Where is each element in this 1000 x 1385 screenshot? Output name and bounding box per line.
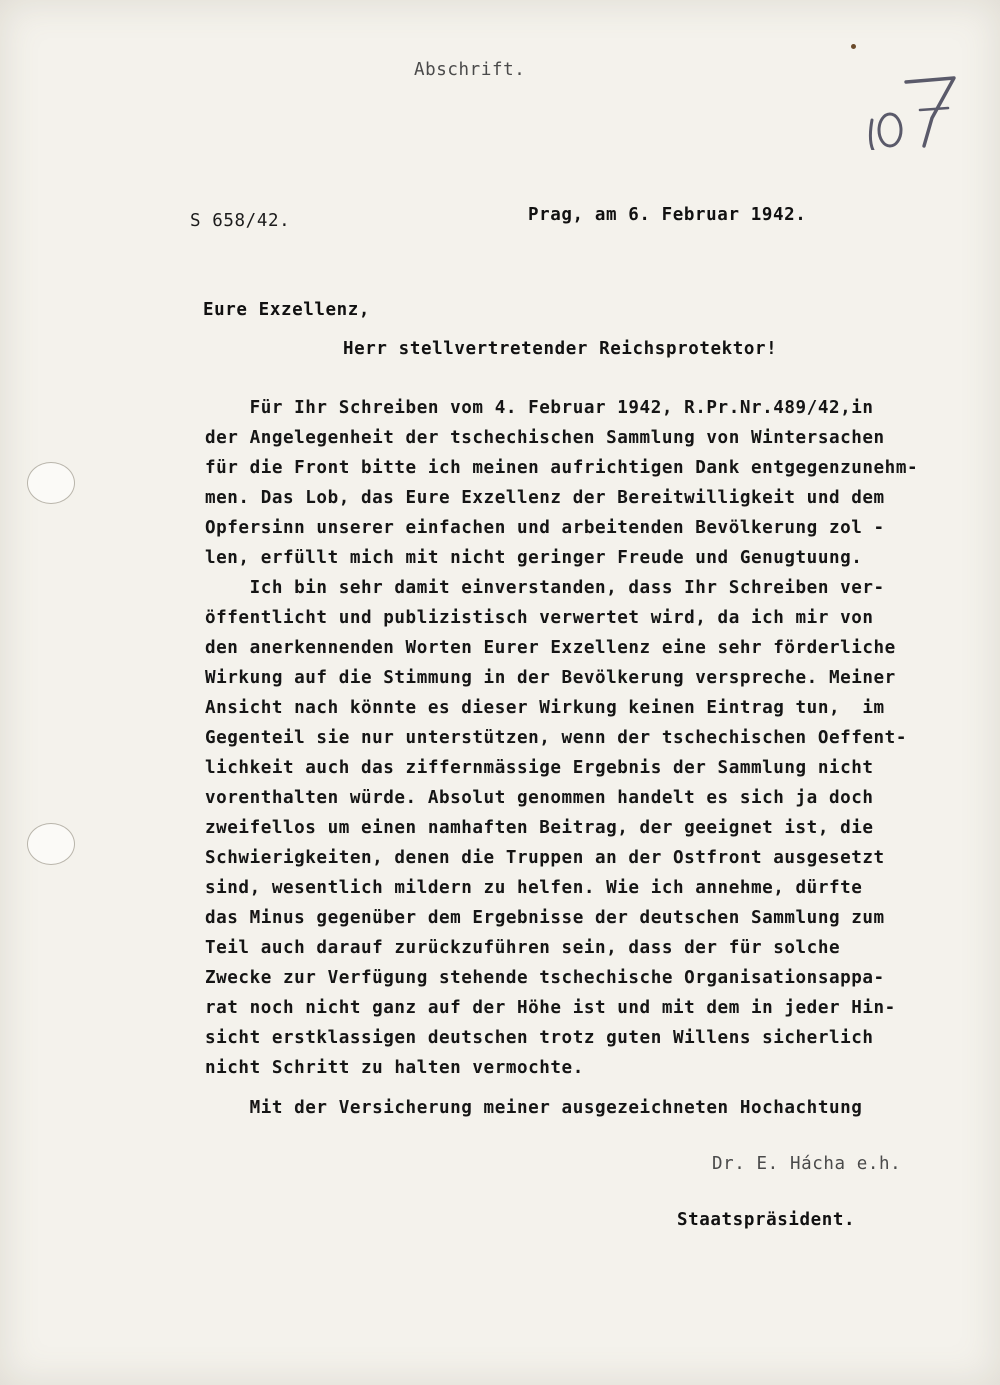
body-line: sind, wesentlich mildern zu helfen. Wie ich annehme, dürfte bbox=[205, 878, 863, 898]
body-line: Teil auch darauf zurückzuführen sein, dass der für solche bbox=[205, 938, 841, 958]
salutation-line-1: Eure Exzellenz, bbox=[203, 300, 371, 320]
body-line: Zwecke zur Verfügung stehende tschechische Organisationsappa- bbox=[205, 968, 885, 988]
body-line: den anerkennenden Worten Eurer Exzellenz eine sehr förderliche bbox=[205, 638, 896, 658]
punch-hole-upper bbox=[27, 462, 75, 504]
copy-mark: Abschrift. bbox=[414, 60, 526, 80]
body-line: öffentlicht und publizistisch verwertet wird, da ich mir von bbox=[205, 608, 874, 628]
body-line: Opfersinn unserer einfachen und arbeitenden Bevölkerung zol - bbox=[205, 518, 885, 538]
salutation-line-2: Herr stellvertretender Reichsprotektor! bbox=[343, 339, 778, 359]
body-line: Gegenteil sie nur unterstützen, wenn der tschechischen Oeffent- bbox=[205, 728, 907, 748]
body-line: lichkeit auch das ziffernmässige Ergebnis der Sammlung nicht bbox=[205, 758, 874, 778]
body-line: rat noch nicht ganz auf der Höhe ist und mit dem in jeder Hin- bbox=[205, 998, 896, 1018]
signature-name: Dr. E. Hácha e.h. bbox=[712, 1154, 902, 1174]
body-line: sicht erstklassigen deutschen trotz guten Willens sicherlich bbox=[205, 1028, 874, 1048]
ink-spot bbox=[851, 44, 856, 49]
body-line: der Angelegenheit der tschechischen Sammlung von Wintersachen bbox=[205, 428, 885, 448]
body-line: Ich bin sehr damit einverstanden, dass Ihr Schreiben ver- bbox=[205, 578, 885, 598]
body-line: das Minus gegenüber dem Ergebnisse der deutschen Sammlung zum bbox=[205, 908, 885, 928]
place-date: Prag, am 6. Februar 1942. bbox=[528, 205, 807, 225]
reference-number: S 658/42. bbox=[190, 211, 291, 231]
body-line: nicht Schritt zu halten vermochte. bbox=[205, 1058, 584, 1078]
body-line: men. Das Lob, das Eure Exzellenz der Bereitwilligkeit und dem bbox=[205, 488, 885, 508]
closing-formula: Mit der Versicherung meiner ausgezeichneten Hochachtung bbox=[205, 1098, 863, 1118]
signature-title: Staatspräsident. bbox=[677, 1210, 856, 1230]
body-line: Schwierigkeiten, denen die Truppen an der Ostfront ausgesetzt bbox=[205, 848, 885, 868]
punch-hole-lower bbox=[27, 823, 75, 865]
body-line: Ansicht nach könnte es dieser Wirkung keinen Eintrag tun, im bbox=[205, 698, 885, 718]
body-line: Für Ihr Schreiben vom 4. Februar 1942, R.Pr.Nr.489/42,in bbox=[205, 398, 874, 418]
body-line: für die Front bitte ich meinen aufrichtigen Dank entgegenzunehm- bbox=[205, 458, 919, 478]
body-line: len, erfüllt mich mit nicht geringer Freude und Genugtuung. bbox=[205, 548, 863, 568]
handwritten-folio-number bbox=[862, 60, 972, 150]
body-line: vorenthalten würde. Absolut genommen handelt es sich ja doch bbox=[205, 788, 874, 808]
body-line: zweifellos um einen namhaften Beitrag, der geeignet ist, die bbox=[205, 818, 874, 838]
body-line: Wirkung auf die Stimmung in der Bevölkerung verspreche. Meiner bbox=[205, 668, 896, 688]
